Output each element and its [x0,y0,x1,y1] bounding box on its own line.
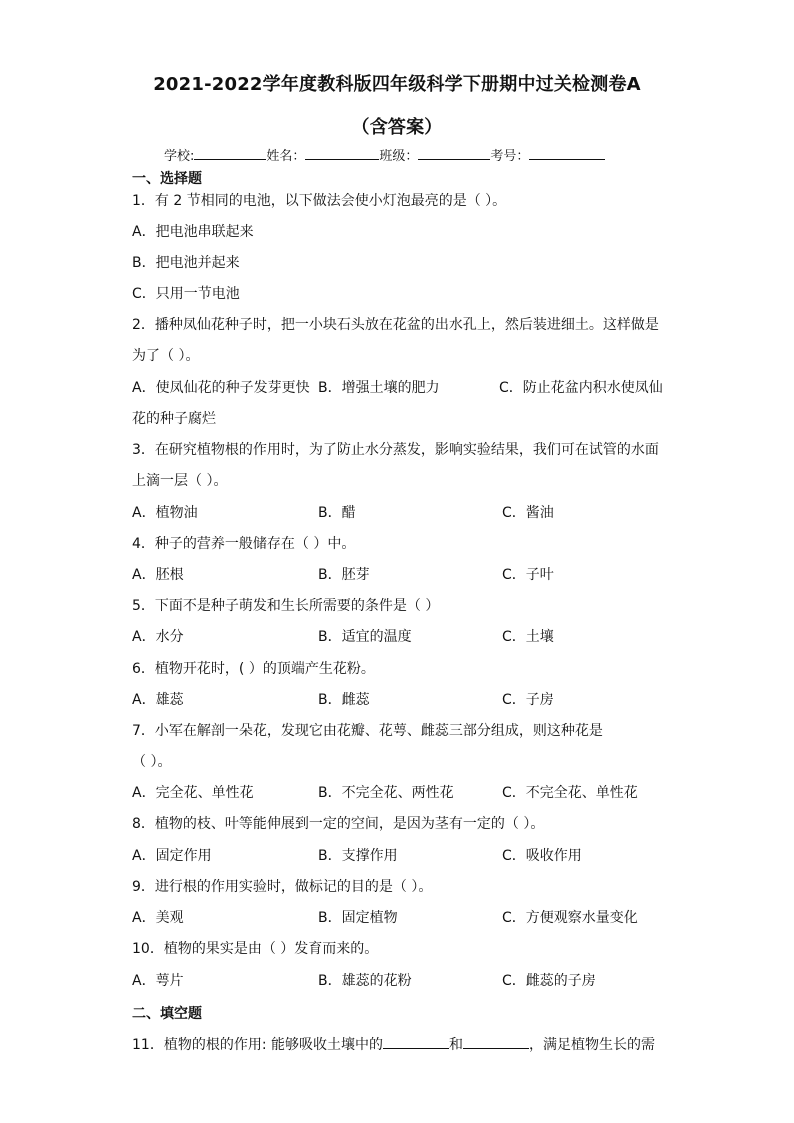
q4-option-a: A．胚根 [132,567,184,583]
q4-stem: 4．种子的营养一般储存在（ ）中。 [132,536,356,552]
q3-option-b: B．醋 [318,505,356,521]
q10-option-b: B．雄蕊的花粉 [318,973,412,989]
name-blank [305,147,379,160]
q9-option-c: C．方便观察水量变化 [502,910,638,926]
q5-option-b: B．适宜的温度 [318,629,412,645]
section-fill-heading: 二、填空题 [132,1006,202,1022]
q6-option-c: C．子房 [502,692,554,708]
q2-option-c: C．防止花盆内积水使凤仙 [499,380,663,396]
q10-option-c: C．雌蕊的子房 [502,973,596,989]
q11-blank-2 [463,1034,529,1049]
q7-stem-line2: （ ）。 [132,754,172,770]
q2-stem-line2: 为了（ ）。 [132,348,200,364]
class-label: 班级： [379,149,419,164]
q6-option-b: B．雌蕊 [318,692,370,708]
q8-option-b: B．支撑作用 [318,848,398,864]
q3-stem-line2: 上滴一层（ ）。 [132,473,228,489]
q8-option-a: A．固定作用 [132,848,212,864]
q8-stem: 8．植物的枝、叶等能伸展到一定的空间，是因为茎有一定的（ ）。 [132,816,545,832]
q2-option-a: A．使凤仙花的种子发芽更快 [132,380,310,396]
q3-option-a: A．植物油 [132,505,198,521]
q5-stem: 5．下面不是种子萌发和生长所需要的条件是（ ） [132,598,440,614]
number-blank [529,147,605,160]
q2-stem-line1: 2．播种凤仙花种子时，把一小块石头放在花盆的出水孔上，然后装进细土。这样做是 [132,317,659,333]
q9-option-b: B．固定植物 [318,910,398,926]
number-label: 考号： [490,149,530,164]
q11-blank-1 [383,1034,449,1049]
section-choice-heading: 一、选择题 [132,171,202,187]
q1-stem: 1．有 2 节相同的电池，以下做法会使小灯泡最亮的是（ ）。 [132,193,507,209]
q3-stem-line1: 3．在研究植物根的作用时，为了防止水分蒸发，影响实验结果，我们可在试管的水面 [132,442,659,458]
student-info-line [164,145,605,164]
q1-option-a: A．把电池串联起来 [132,224,254,240]
q9-stem: 9．进行根的作用实验时，做标记的目的是（ ）。 [132,879,433,895]
q6-stem: 6．植物开花时，( ）的顶端产生花粉。 [132,661,375,677]
q10-stem: 10．植物的果实是由（ ）发育而来的。 [132,941,379,957]
exam-title: 2021-2022学年度教科版四年级科学下册期中过关检测卷A [153,74,641,95]
q11-text-part2: 和 [448,1037,463,1053]
q4-option-c: C．子叶 [502,567,554,583]
q4-option-b: B．胚芽 [318,567,370,583]
q11-text-part3: ，满足植物生长的需 [528,1037,655,1053]
q2-option-c-cont: 花的种子腐烂 [132,411,216,427]
class-blank [418,147,490,160]
q11-text-part1: 11．植物的根的作用: 能够吸收土壤中的 [132,1037,383,1053]
school-label: 学校: [164,149,195,164]
q5-option-a: A．水分 [132,629,184,645]
q1-option-b: B．把电池并起来 [132,255,240,271]
q5-option-c: C．土壤 [502,629,554,645]
q9-option-a: A．美观 [132,910,184,926]
q7-option-a: A．完全花、单性花 [132,785,254,801]
name-label: 姓名： [266,149,306,164]
exam-subtitle: （含答案） [351,117,443,138]
q11-stem [132,1034,655,1054]
q7-option-c: C．不完全花、单性花 [502,785,638,801]
q10-option-a: A．萼片 [132,973,184,989]
q7-option-b: B．不完全花、两性花 [318,785,454,801]
q2-option-b: B．增强土壤的肥力 [318,380,440,396]
q7-stem-line1: 7．小军在解剖一朵花，发现它由花瓣、花萼、雌蕊三部分组成，则这种花是 [132,723,603,739]
q8-option-c: C．吸收作用 [502,848,582,864]
q6-option-a: A．雄蕊 [132,692,184,708]
school-blank [194,147,266,160]
q1-option-c: C．只用一节电池 [132,286,240,302]
q3-option-c: C．酱油 [502,505,554,521]
